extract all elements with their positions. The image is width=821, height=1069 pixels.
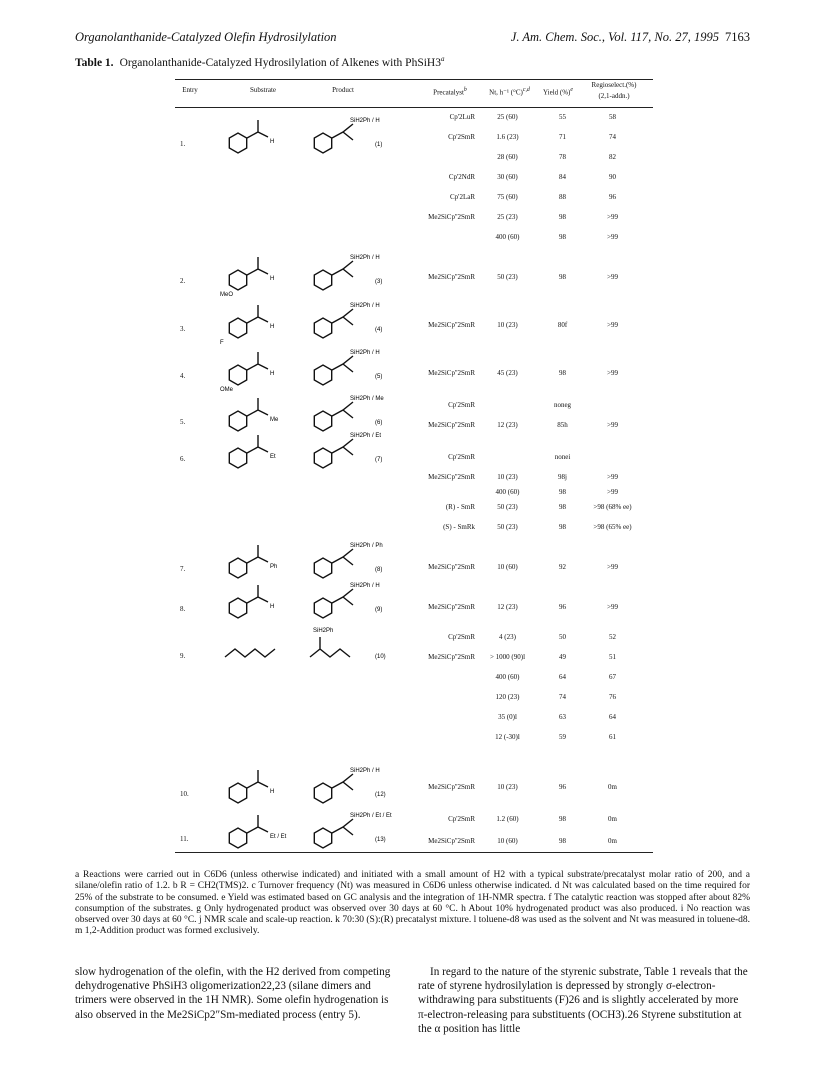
benzene-ring [229,318,246,338]
body-text-right: In regard to the nature of the styrenic substrate, Table 1 reveals that the rate of styrene hydrosilylation is depressed by strongly σ-electron-withdrawing para substituents (F)26 and is slightly accelerated by more π-electron-releasing para substituents (OCH3).26 Styrene substitution at the α position has little [418,966,748,1035]
benzene-ring [229,448,246,468]
entry-number: 10. [180,790,189,798]
product-group-label: SiH2Ph / Ph [350,543,383,549]
product-structure [305,247,395,297]
turnover-cell: 28 (60) [497,153,518,161]
table-caption [75,55,444,69]
table-row [0,650,821,664]
silyl-branch-bond [332,439,353,455]
benzene-ring [314,828,331,848]
yield-cell: 98 [559,523,566,531]
turnover-cell: 400 (60) [495,673,520,681]
turnover-cell: 4 (23) [499,633,516,641]
product-group-label: SiH2Ph / H [350,583,380,589]
precatalyst-cell: Me2SiCp''2SmR [428,213,475,221]
precatalyst-cell: Cp'2SmR [448,815,475,823]
product-structure [305,110,395,160]
regioselectivity-cell: 51 [609,653,616,661]
product-compound-number: (8) [375,567,383,573]
precatalyst-cell: Me2SiCp''2SmR [428,473,475,481]
benzene-ring [229,133,246,153]
vinyl-group-bond [247,545,268,563]
table-row [0,710,821,724]
table-row [0,150,821,164]
col-header-precatalyst-mark: b [463,87,467,93]
substrate-group-label: Et / Et [270,834,287,840]
journal-citation: J. Am. Chem. Soc., Vol. 117, No. 27, 1995 [510,30,719,44]
entry-number: 11. [180,835,189,843]
table-row [0,130,821,144]
substrate-substituent-label: F [220,340,224,345]
substrate-group-label: H [270,371,275,377]
table-row [0,670,821,684]
product-structure [305,760,395,810]
regioselectivity-cell: >99 [607,233,618,241]
benzene-ring [229,598,246,618]
product-group-label: SiH2Ph / Me [350,396,384,402]
col-header-regio-line2: (2,1-addn.) [598,92,630,100]
benzene-ring [314,318,331,338]
product-structure [305,295,395,345]
silyl-branch-bond [332,124,353,140]
silyl-branch-bond [332,402,353,418]
regioselectivity-cell: >99 [607,473,618,481]
yield-cell: 50 [559,633,566,641]
entry-number: 1. [180,140,186,148]
turnover-cell: 10 (23) [497,783,518,791]
col-header-product: Product [332,86,354,94]
col-header-yield [538,86,578,97]
col-header-nt-text: Nt, h⁻¹ (°C) [489,88,523,97]
substrate-structure [220,765,300,810]
silyl-branch-bond [332,819,353,835]
entry-number: 9. [180,652,186,660]
turnover-cell: 50 (23) [497,273,518,281]
precatalyst-cell: Cp'2SmR [448,401,475,409]
product-compound-number: (5) [375,374,383,380]
yield-cell: 92 [559,563,566,571]
yield-cell: 63 [559,713,566,721]
yield-cell: 98 [559,815,566,823]
regioselectivity-cell: >99 [607,563,618,571]
turnover-cell: 75 (60) [497,193,518,201]
precatalyst-cell: Cp'2SmR [448,133,475,141]
turnover-cell: 120 (23) [495,693,520,701]
regioselectivity-cell: >98 (68% ee) [593,503,632,511]
vinyl-group-bond [247,398,268,416]
table-header-rule [175,107,653,108]
body-text-left: slow hydrogenation of the olefin, with the H2 derived from competing dehydrogenative PhSiH3 oligomerization22,23 (silane dimers and trimers were observed in the 1H NMR). Some olefin hydrogenation is also observed in the Me2SiCp2″Sm-mediated process (entry 5). [75,966,391,1021]
product-group-label: SiH2Ph / Et / Et [350,813,392,819]
regioselectivity-cell: 76 [609,693,616,701]
substrate-substituent-label: MeO [220,292,234,297]
benzene-ring [229,365,246,385]
turnover-cell: 30 (60) [497,173,518,181]
substrate-structure [220,300,300,345]
yield-cell: 80f [557,321,568,329]
table-row [0,560,821,574]
col-header-precatalyst-text: Precatalyst [433,88,464,97]
substrate-structure [220,115,300,160]
product-compound-number: (13) [375,837,386,843]
benzene-ring [229,558,246,578]
col-header-regio-line1: Regioselect.(%) [591,81,637,89]
yield-cell: 88 [559,193,566,201]
turnover-cell: 45 (23) [497,369,518,377]
silyl-branch-bond [332,589,353,605]
table-row [0,690,821,704]
turnover-cell: 10 (23) [497,321,518,329]
benzene-ring [229,411,246,431]
precatalyst-cell: Me2SiCp''2SmR [428,837,475,845]
product-compound-number: (4) [375,327,383,333]
precatalyst-cell: Cp'2SmR [448,453,475,461]
product-structure [305,342,395,392]
substrate-structure [220,252,300,297]
col-header-regioselectivity [580,81,648,101]
precatalyst-cell: Cp'2LuR [449,113,475,121]
table-top-rule [175,79,653,80]
yield-cell: 98 [559,233,566,241]
precatalyst-cell: (R) - SmR [445,503,475,511]
regioselectivity-cell: >99 [607,369,618,377]
turnover-cell: 1.6 (23) [496,133,519,141]
yield-cell: 55 [559,113,566,121]
yield-cell: 85h [557,421,568,429]
substrate-structure [220,540,300,585]
yield-cell: 98 [559,488,566,496]
table-label: Table 1. [75,56,114,69]
entry-number: 3. [180,325,186,333]
col-header-substrate: Substrate [249,86,277,94]
regioselectivity-cell: 0m [608,837,617,845]
substrate-group-label: H [270,604,275,610]
yield-cell: 71 [559,133,566,141]
yield-cell: 98 [559,837,566,845]
turnover-cell: 400 (60) [495,233,520,241]
silyl-branch-bond [332,549,353,565]
regioselectivity-cell: 90 [609,173,616,181]
turnover-cell: 50 (23) [497,503,518,511]
entry-number: 7. [180,565,186,573]
col-header-nt-mark: c,d [522,87,530,93]
table-row [0,485,821,499]
regioselectivity-cell: >99 [607,273,618,281]
table-row [0,630,821,644]
entry-number: 4. [180,372,186,380]
benzene-ring [229,783,246,803]
turnover-cell: > 1000 (90)l [489,653,526,661]
yield-cell: 84 [559,173,566,181]
turnover-cell: 10 (60) [497,563,518,571]
table-row [0,270,821,284]
precatalyst-cell: Me2SiCp''2SmR [428,273,475,281]
benzene-ring [229,270,246,290]
silyl-branch-bond [332,356,353,372]
turnover-cell: 400 (60) [495,488,520,496]
turnover-cell: 25 (60) [497,113,518,121]
substrate-structure [220,430,300,475]
substrate-group-label: H [270,789,275,795]
product-structure [305,425,395,475]
turnover-cell: 12 (-30)l [495,733,520,741]
product-compound-number: (9) [375,607,383,613]
regioselectivity-cell: >99 [607,421,618,429]
table-row [0,780,821,794]
turnover-cell: 1.2 (60) [496,815,519,823]
regioselectivity-cell: 0m [608,783,617,791]
yield-cell: nonei [554,453,571,461]
yield-cell: 96 [559,603,566,611]
col-header-nt [482,86,537,97]
substrate-structure [220,347,300,392]
regioselectivity-cell: 58 [609,113,616,121]
regioselectivity-cell: 52 [609,633,616,641]
turnover-cell: 12 (23) [497,421,518,429]
table-row [0,398,821,412]
alkane-chain-bond [310,637,350,657]
precatalyst-cell: Cp'2LaR [450,193,475,201]
product-compound-number: (7) [375,457,383,463]
yield-cell: 59 [559,733,566,741]
table-row [0,170,821,184]
turnover-cell: 10 (23) [497,473,518,481]
table-row [0,450,821,464]
entry-number: 2. [180,277,186,285]
running-header-journal [0,30,750,45]
table-row [0,190,821,204]
substrate-structure [220,627,300,672]
regioselectivity-cell: >99 [607,603,618,611]
benzene-ring [229,828,246,848]
precatalyst-cell: Me2SiCp''2SmR [428,421,475,429]
table-row [0,110,821,124]
entry-number: 5. [180,418,186,426]
silyl-branch-bond [332,309,353,325]
precatalyst-cell: Cp'2SmR [448,633,475,641]
table-row [0,834,821,848]
alkene-chain-bond [225,649,275,657]
regioselectivity-cell: 82 [609,153,616,161]
product-group-label: SiH2Ph / Et [350,433,382,439]
col-header-yield-mark: e [570,87,573,93]
vinyl-group-bond [247,257,268,275]
product-structure [305,622,395,672]
yield-cell: 98 [559,273,566,281]
turnover-cell: 10 (60) [497,837,518,845]
vinyl-group-bond [247,815,268,833]
benzene-ring [314,783,331,803]
turnover-cell: 25 (23) [497,213,518,221]
precatalyst-cell: Me2SiCp''2SmR [428,603,475,611]
vinyl-group-bond [247,305,268,323]
table-row [0,520,821,534]
substrate-group-label: Me [270,417,279,423]
table-row [0,366,821,380]
substrate-group-label: Et [270,454,276,460]
product-group-label: SiH2Ph / H [350,303,380,309]
vinyl-group-bond [247,770,268,788]
regioselectivity-cell: 61 [609,733,616,741]
regioselectivity-cell: 74 [609,133,616,141]
substrate-group-label: Ph [270,564,278,570]
product-compound-number: (10) [375,654,386,660]
table-title-footnote-mark: a [440,55,445,63]
yield-cell: noneg [553,401,572,409]
yield-cell: 96 [559,783,566,791]
substrate-group-label: H [270,324,275,330]
yield-cell: 74 [559,693,566,701]
regioselectivity-cell: >99 [607,213,618,221]
table-row [0,812,821,826]
yield-cell: 98 [559,369,566,377]
silyl-branch-bond [332,774,353,790]
regioselectivity-cell: >99 [607,321,618,329]
substrate-structure [220,810,300,855]
turnover-cell: 35 (0)l [498,713,517,721]
yield-cell: 49 [559,653,566,661]
running-header-title: Organolanthanide-Catalyzed Olefin Hydrosilylation [75,30,337,44]
table-footnotes: a Reactions were carried out in C6D6 (unless otherwise indicated) and initiated with a small amount of H2 with a typical substrate/precatalyst molar ratio of 200, and a silane/olefin ratio of 1.2. b R = CH2(TMS)2. c Turnover frequency (Nt) was measured in C6D6 unless otherwise indicated. d Nt was calculated based on the time required for 25% of the substrate to be consumed. e Yield was estimated based on GC analysis and the integration of 1H-NMR spectra. f The catalytic reaction was stopped after about 82% consumption of the substrates. g Only hydrogenated product was observed over 30 days at 60 °C. h About 10% hydrogenated product was also produced. i No reaction was observed over 30 days at 60 °C. j NMR scale and scale-up reaction. k 70:30 (S):(R) precatalyst mixture. l toluene-d8 was used as the solvent and Nt was measured in toluene-d8. m 1,2-Addition product was formed exclusively. [75,870,750,937]
table-title: Organolanthanide-Catalyzed Hydrosilylation of Alkenes with PhSiH3 [119,56,441,69]
vinyl-group-bond [247,585,268,603]
table-row [0,730,821,744]
product-group-label: SiH2Ph / H [350,118,380,124]
product-structure [305,805,395,855]
regioselectivity-cell: 96 [609,193,616,201]
table-row [0,500,821,514]
product-group-label: SiH2Ph / H [350,350,380,356]
benzene-ring [314,270,331,290]
table-row [0,318,821,332]
regioselectivity-cell: 64 [609,713,616,721]
table-row [0,418,821,432]
vinyl-group-bond [247,120,268,138]
precatalyst-cell: (S) - SmRk [443,523,475,531]
col-header-precatalyst [420,86,480,97]
table-row [0,230,821,244]
vinyl-group-bond [247,435,268,453]
precatalyst-cell: Cp'2NdR [448,173,475,181]
yield-cell: 78 [559,153,566,161]
precatalyst-cell: Me2SiCp''2SmR [428,653,475,661]
product-compound-number: (6) [375,420,383,426]
regioselectivity-cell: >99 [607,488,618,496]
substrate-group-label: H [270,276,275,282]
yield-cell: 64 [559,673,566,681]
silyl-branch-bond [332,261,353,277]
yield-cell: 98 [559,213,566,221]
substrate-substituent-label: OMe [220,387,234,392]
product-structure [305,575,395,625]
col-header-entry: Entry [182,86,198,94]
product-group-label: SiH2Ph / H [350,768,380,774]
product-compound-number: (1) [375,142,383,148]
product-compound-number: (12) [375,792,386,798]
col-header-yield-text: Yield (%) [542,88,571,97]
benzene-ring [314,365,331,385]
precatalyst-cell: Me2SiCp''2SmR [428,563,475,571]
precatalyst-cell: Me2SiCp''2SmR [428,321,475,329]
yield-cell: 98j [558,473,567,481]
product-group-label: SiH2Ph [313,628,334,634]
regioselectivity-cell: 67 [609,673,616,681]
product-group-label: SiH2Ph / H [350,255,380,261]
yield-cell: 98 [559,503,566,511]
benzene-ring [314,598,331,618]
turnover-cell: 50 (23) [497,523,518,531]
table-row [0,470,821,484]
benzene-ring [314,448,331,468]
precatalyst-cell: Me2SiCp''2SmR [428,369,475,377]
regioselectivity-cell: >98 (65% ee) [593,523,632,531]
substrate-structure [220,580,300,625]
vinyl-group-bond [247,352,268,370]
benzene-ring [314,133,331,153]
table-row [0,600,821,614]
product-compound-number: (3) [375,279,383,285]
entry-number: 8. [180,605,186,613]
entry-number: 6. [180,455,186,463]
turnover-cell: 12 (23) [497,603,518,611]
precatalyst-cell: Me2SiCp''2SmR [428,783,475,791]
page-number: 7163 [725,30,750,44]
substrate-group-label: H [270,139,275,145]
regioselectivity-cell: 0m [608,815,617,823]
table-row [0,210,821,224]
